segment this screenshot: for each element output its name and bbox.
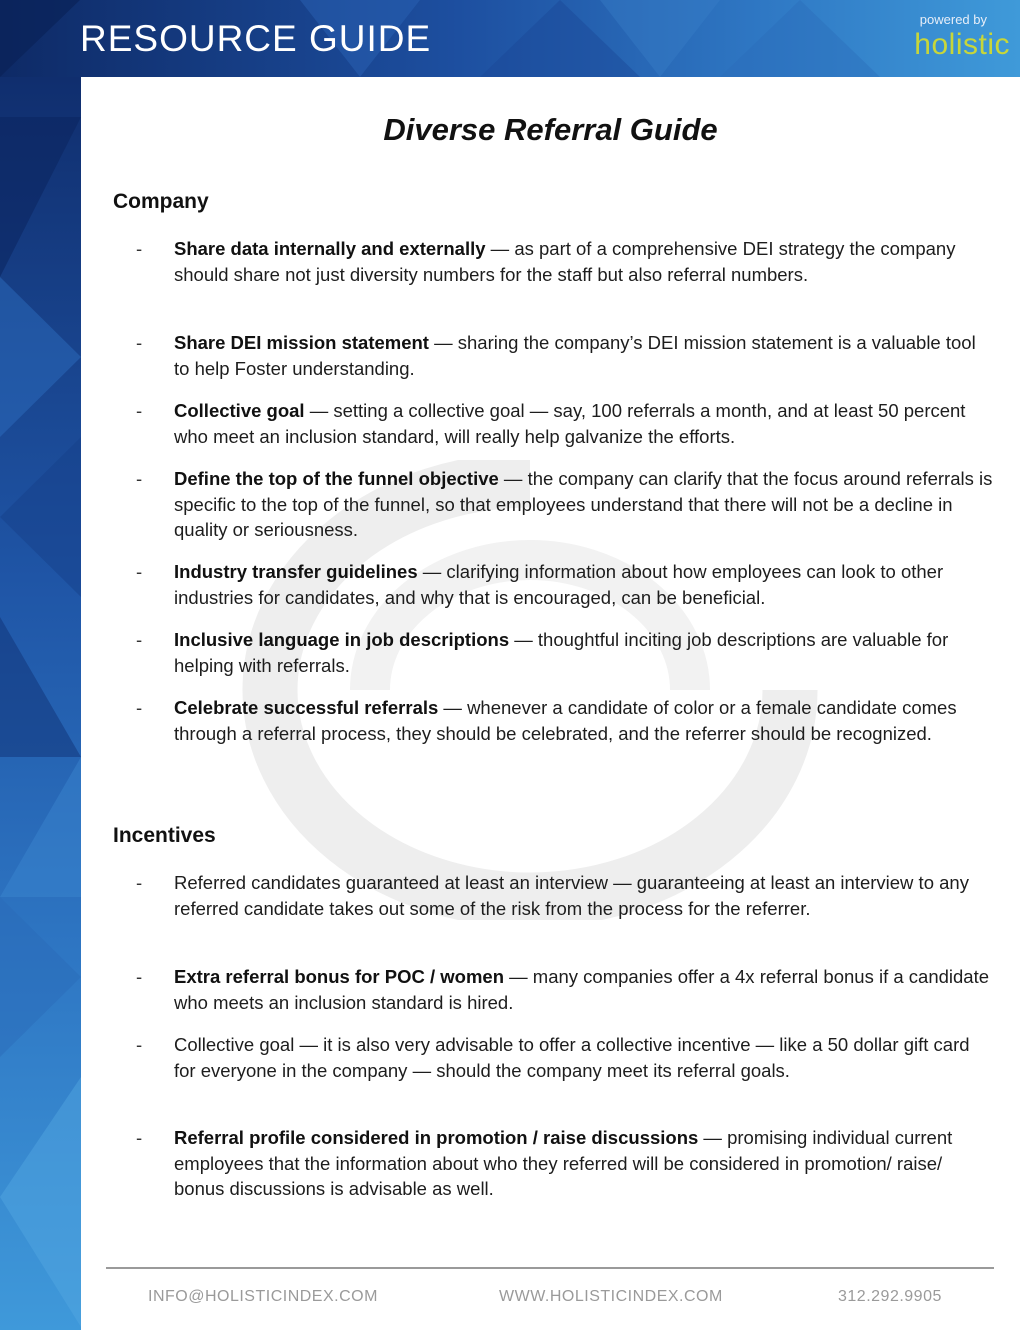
list-item — [174, 627, 994, 678]
item-text: — promising individual current employees that the information about who they referred will be considered in promotion/ raise/ bonus discussions is advisable as well. — [174, 1127, 953, 1199]
bullet-dash: - — [136, 561, 143, 582]
list-item — [174, 870, 994, 921]
item-text: — the company can clarify that the focus around referrals is specific to the top of the funnel, so that employees understand that there will not be a decline in quality or seriousness. — [174, 468, 993, 540]
bullet-dash: - — [136, 1127, 143, 1148]
item-text: Referred candidates guaranteed at least an interview — guaranteeing at least an interview to any referred candidate takes out some of the risk from the process for the referrer. — [174, 872, 969, 919]
bullet-dash: - — [136, 400, 143, 421]
powered-by-label: powered by — [919, 12, 987, 27]
item-title: Inclusive language in job descriptions — [174, 629, 510, 650]
bullet-dash: - — [136, 697, 143, 718]
bullet-dash: - — [136, 1034, 143, 1055]
list-item — [174, 1125, 994, 1202]
footer-email: INFO@HOLISTICINDEX.COM — [148, 1288, 378, 1305]
item-text: — many companies offer a 4x referral bonus if a candidate who meets an inclusion standard is hired. — [174, 966, 990, 1013]
bullet-dash: - — [136, 966, 143, 987]
footer-website: WWW.HOLISTICINDEX.COM — [499, 1288, 723, 1305]
item-title: Share data internally and externally — [174, 238, 486, 259]
sidebar-triangles-decoration — [0, 77, 81, 1330]
document-title: Diverse Referral Guide — [383, 112, 718, 147]
sidebar-decoration — [0, 77, 81, 1330]
list-item — [174, 236, 994, 287]
item-title: Celebrate successful referrals — [174, 697, 439, 718]
item-text: Collective goal — it is also very advisable to offer a collective incentive — like a 50 dollar gift card for everyone in the company — should the company meet its referral goals. — [174, 1034, 970, 1081]
item-text: — clarifying information about how employees can look to other industries for candidates, and why that is encouraged, can be beneficial. — [174, 561, 944, 608]
footer-divider — [106, 1267, 994, 1269]
bullet-dash: - — [136, 238, 143, 259]
list-item — [174, 330, 994, 381]
item-title: Referral profile considered in promotion / raise discussions — [174, 1127, 699, 1148]
bullet-dash: - — [136, 629, 143, 650]
item-text: — setting a collective goal — say, 100 referrals a month, and at least 50 percent who meet an inclusion standard, will really help galvanize the efforts. — [174, 400, 966, 447]
bullet-dash: - — [136, 872, 143, 893]
section-heading-company: Company — [113, 190, 209, 213]
bullet-dash: - — [136, 332, 143, 353]
item-text: — thoughtful inciting job descriptions are valuable for helping with referrals. — [174, 629, 949, 676]
item-title: Extra referral bonus for POC / women — [174, 966, 504, 987]
item-title: Define the top of the funnel objective — [174, 468, 499, 489]
footer-phone: 312.292.9905 — [838, 1288, 942, 1305]
header-banner — [0, 0, 1020, 77]
item-text: — as part of a comprehensive DEI strategy the company should share not just diversity numbers for the staff but also referral numbers. — [174, 238, 956, 285]
list-item — [174, 1032, 994, 1083]
item-title: Collective goal — [174, 400, 305, 421]
list-item — [174, 466, 994, 543]
item-title: Share DEI mission statement — [174, 332, 429, 353]
brand-logo-text: holistic — [914, 28, 1010, 61]
list-item — [174, 964, 994, 1015]
list-item — [174, 398, 994, 449]
section-heading-incentives: Incentives — [113, 824, 216, 847]
header-title: RESOURCE GUIDE — [80, 18, 432, 59]
item-text: — sharing the company’s DEI mission statement is a valuable tool to help Foster understanding. — [174, 332, 976, 379]
list-item — [174, 695, 994, 746]
item-title: Industry transfer guidelines — [174, 561, 418, 582]
bullet-dash: - — [136, 468, 143, 489]
list-item — [174, 559, 994, 610]
item-text: — whenever a candidate of color or a female candidate comes through a referral process, they should be celebrated, and the referrer should be recognized. — [174, 697, 957, 744]
